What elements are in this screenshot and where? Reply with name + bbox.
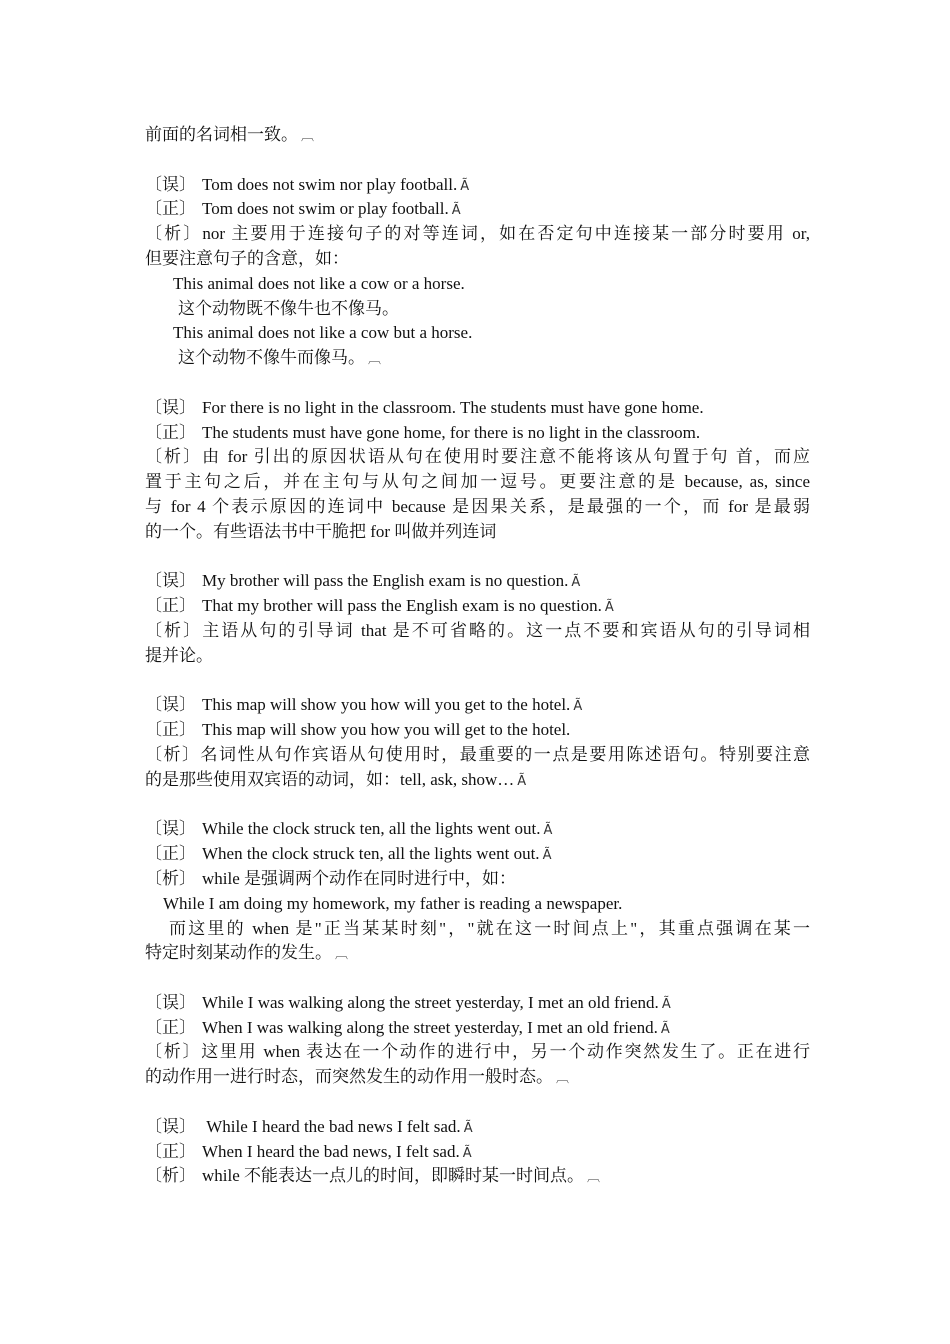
correct-example-line — [145, 1140, 810, 1165]
example-translation — [145, 346, 810, 371]
line-text: 这个动物既不像牛也不像马。 — [178, 298, 399, 318]
line-text: Tom does not swim nor play football. — [202, 174, 458, 194]
document-page — [145, 123, 810, 1189]
line-end-mark: Ã — [571, 575, 581, 591]
paragraph-mark-icon: ︹ — [301, 129, 315, 144]
example-sentence — [145, 321, 810, 346]
line-text: 的一个。有些语法书中干脆把 for 叫做并列连词 — [145, 521, 497, 541]
line-text: nor 主要用于连接句子的对等连词，如在否定句中连接某一部分时要用 or, — [202, 224, 811, 244]
line-text: When the clock struck ten, all the lights went out. — [202, 844, 540, 864]
line-text: While the clock struck ten, all the lights went out. — [202, 819, 541, 839]
line-text: 这个动物不像牛而像马。 — [178, 348, 365, 368]
line-text: The students must have gone home, for there is no light in the classroom. — [202, 422, 701, 442]
line-text: This animal does not like a cow but a horse. — [173, 323, 473, 343]
line-end-mark: Ã — [460, 178, 470, 194]
correct-tag: 〔正〕 — [145, 844, 196, 864]
line-text: 前面的名词相一致。 — [145, 125, 298, 144]
line-text: 特定时刻某动作的发生。 — [145, 943, 332, 963]
wrong-tag: 〔误〕 — [145, 1116, 196, 1136]
correct-tag: 〔正〕 — [145, 1141, 196, 1161]
line-end-mark: Ã — [661, 996, 671, 1012]
line-text: 置于主句之后，并在主句与从句之间加一逗号。更要注意的是 because, as, since — [145, 472, 810, 492]
line-text: while 是强调两个动作在同时进行中，如： — [202, 868, 517, 888]
analysis-tag: 〔析〕 — [145, 1166, 196, 1186]
correct-tag: 〔正〕 — [145, 199, 196, 219]
analysis-line — [145, 222, 810, 247]
correct-example-line — [145, 197, 810, 222]
wrong-example-line — [145, 173, 810, 198]
text-line — [145, 1065, 810, 1090]
text-line — [145, 495, 810, 520]
line-text: 这里用 when 表达在一个动作的进行中，另一个动作突然发生了。正在进行 — [201, 1042, 811, 1062]
line-text: 与 for 4 个表示原因的连词中 because 是因果关系，是最强的一个，而 for 是最弱 — [145, 496, 810, 516]
wrong-example-line — [145, 1115, 810, 1140]
correct-example-line — [145, 842, 810, 867]
line-text: While I was walking along the street yesterday, I met an old friend. — [202, 992, 659, 1012]
correct-example-line — [145, 718, 810, 743]
line-end-mark: Ã — [463, 1120, 473, 1136]
paragraph-mark-icon: ︹ — [556, 1071, 570, 1087]
line-text: 名词性从句作宾语从句使用时，最重要的一点是要用陈述语句。特别要注意 — [200, 744, 811, 764]
example-sentence — [145, 272, 810, 297]
analysis-line — [145, 867, 810, 892]
line-text: 主语从句的引导词 that 是不可省略的。这一点不要和宾语从句的引导词相 — [202, 620, 811, 640]
paragraph-mark-icon: ︹ — [368, 352, 382, 368]
line-text: My brother will pass the English exam is no question. — [202, 571, 569, 591]
line-text: 但要注意句子的含意，如： — [145, 248, 349, 268]
wrong-tag: 〔误〕 — [145, 695, 196, 715]
line-end-mark: Ã — [660, 1021, 670, 1037]
line-text: This map will show you how you will get to the hotel. — [202, 720, 571, 740]
text-line — [145, 123, 810, 148]
line-text: This map will show you how will you get to the hotel. — [202, 695, 571, 715]
correct-tag: 〔正〕 — [145, 720, 196, 740]
correct-example-line — [145, 421, 810, 446]
line-text: That my brother will pass the English exam is no question. — [202, 596, 602, 616]
line-text: 由 for 引出的原因状语从句在使用时要注意不能将该从句置于句 首，而应 — [202, 447, 810, 467]
line-end-mark: Ã — [604, 600, 614, 616]
text-line — [145, 941, 810, 966]
analysis-line — [145, 1040, 810, 1065]
line-text: When I was walking along the street yesterday, I met an old friend. — [202, 1017, 658, 1037]
line-text: while 不能表达一点儿的时间，即瞬时某一时间点。 — [202, 1166, 585, 1186]
wrong-tag: 〔误〕 — [145, 992, 196, 1012]
analysis-tag: 〔析〕 — [145, 447, 203, 467]
text-line — [145, 520, 810, 545]
line-end-mark: Ã — [517, 773, 527, 789]
wrong-example-line — [145, 693, 810, 718]
wrong-tag: 〔误〕 — [145, 819, 196, 839]
line-end-mark: Ã — [542, 848, 552, 864]
analysis-tag: 〔析〕 — [145, 620, 203, 640]
wrong-tag: 〔误〕 — [145, 571, 196, 591]
line-text: 的动作用一进行时态，而突然发生的动作用一般时态。 — [145, 1067, 553, 1087]
text-line — [145, 247, 810, 272]
wrong-example-line — [145, 569, 810, 594]
wrong-tag: 〔误〕 — [145, 174, 196, 194]
line-end-mark: Ã — [543, 823, 553, 839]
wrong-example-line — [145, 817, 810, 842]
line-end-mark: Ã — [573, 699, 583, 715]
line-text: This animal does not like a cow or a horse. — [173, 273, 465, 293]
correct-example-line — [145, 594, 810, 619]
correct-tag: 〔正〕 — [145, 1017, 196, 1037]
line-text: For there is no light in the classroom. The students must have gone home. — [202, 397, 704, 417]
analysis-tag: 〔析〕 — [145, 744, 201, 764]
example-sentence — [145, 892, 810, 917]
line-end-mark: Ã — [451, 203, 461, 219]
correct-tag: 〔正〕 — [145, 596, 196, 616]
wrong-example-line — [145, 991, 810, 1016]
paragraph-mark-icon: ︹ — [335, 947, 349, 963]
line-text: When I heard the bad news, I felt sad. — [202, 1141, 460, 1161]
analysis-line — [145, 1164, 810, 1189]
text-line — [145, 768, 810, 793]
line-text: Tom does not swim or play football. — [202, 199, 449, 219]
line-end-mark: Ã — [462, 1145, 472, 1161]
line-text: 而这里的 when 是"正当某某时刻"，"就在这一时间点上"，其重点强调在某一 — [169, 918, 810, 938]
paragraph-mark-icon: ︹ — [587, 1170, 601, 1186]
analysis-tag: 〔析〕 — [145, 868, 196, 888]
correct-example-line — [145, 1016, 810, 1041]
analysis-tag: 〔析〕 — [145, 1042, 202, 1062]
line-text: While I am doing my homework, my father is reading a newspaper. — [163, 893, 623, 913]
line-text: While I heard the bad news I felt sad. — [202, 1116, 461, 1136]
text-line — [145, 917, 810, 942]
wrong-example-line — [145, 396, 810, 421]
line-text: 提并论。 — [145, 645, 213, 665]
correct-tag: 〔正〕 — [145, 422, 196, 442]
example-translation — [145, 297, 810, 322]
line-text: 的是那些使用双宾语的动词，如：tell, ask, show… — [145, 769, 515, 789]
analysis-line — [145, 445, 810, 470]
wrong-tag: 〔误〕 — [145, 397, 196, 417]
analysis-line — [145, 743, 810, 768]
text-line — [145, 470, 810, 495]
analysis-tag: 〔析〕 — [145, 224, 203, 244]
analysis-line — [145, 619, 810, 644]
text-line — [145, 644, 810, 669]
